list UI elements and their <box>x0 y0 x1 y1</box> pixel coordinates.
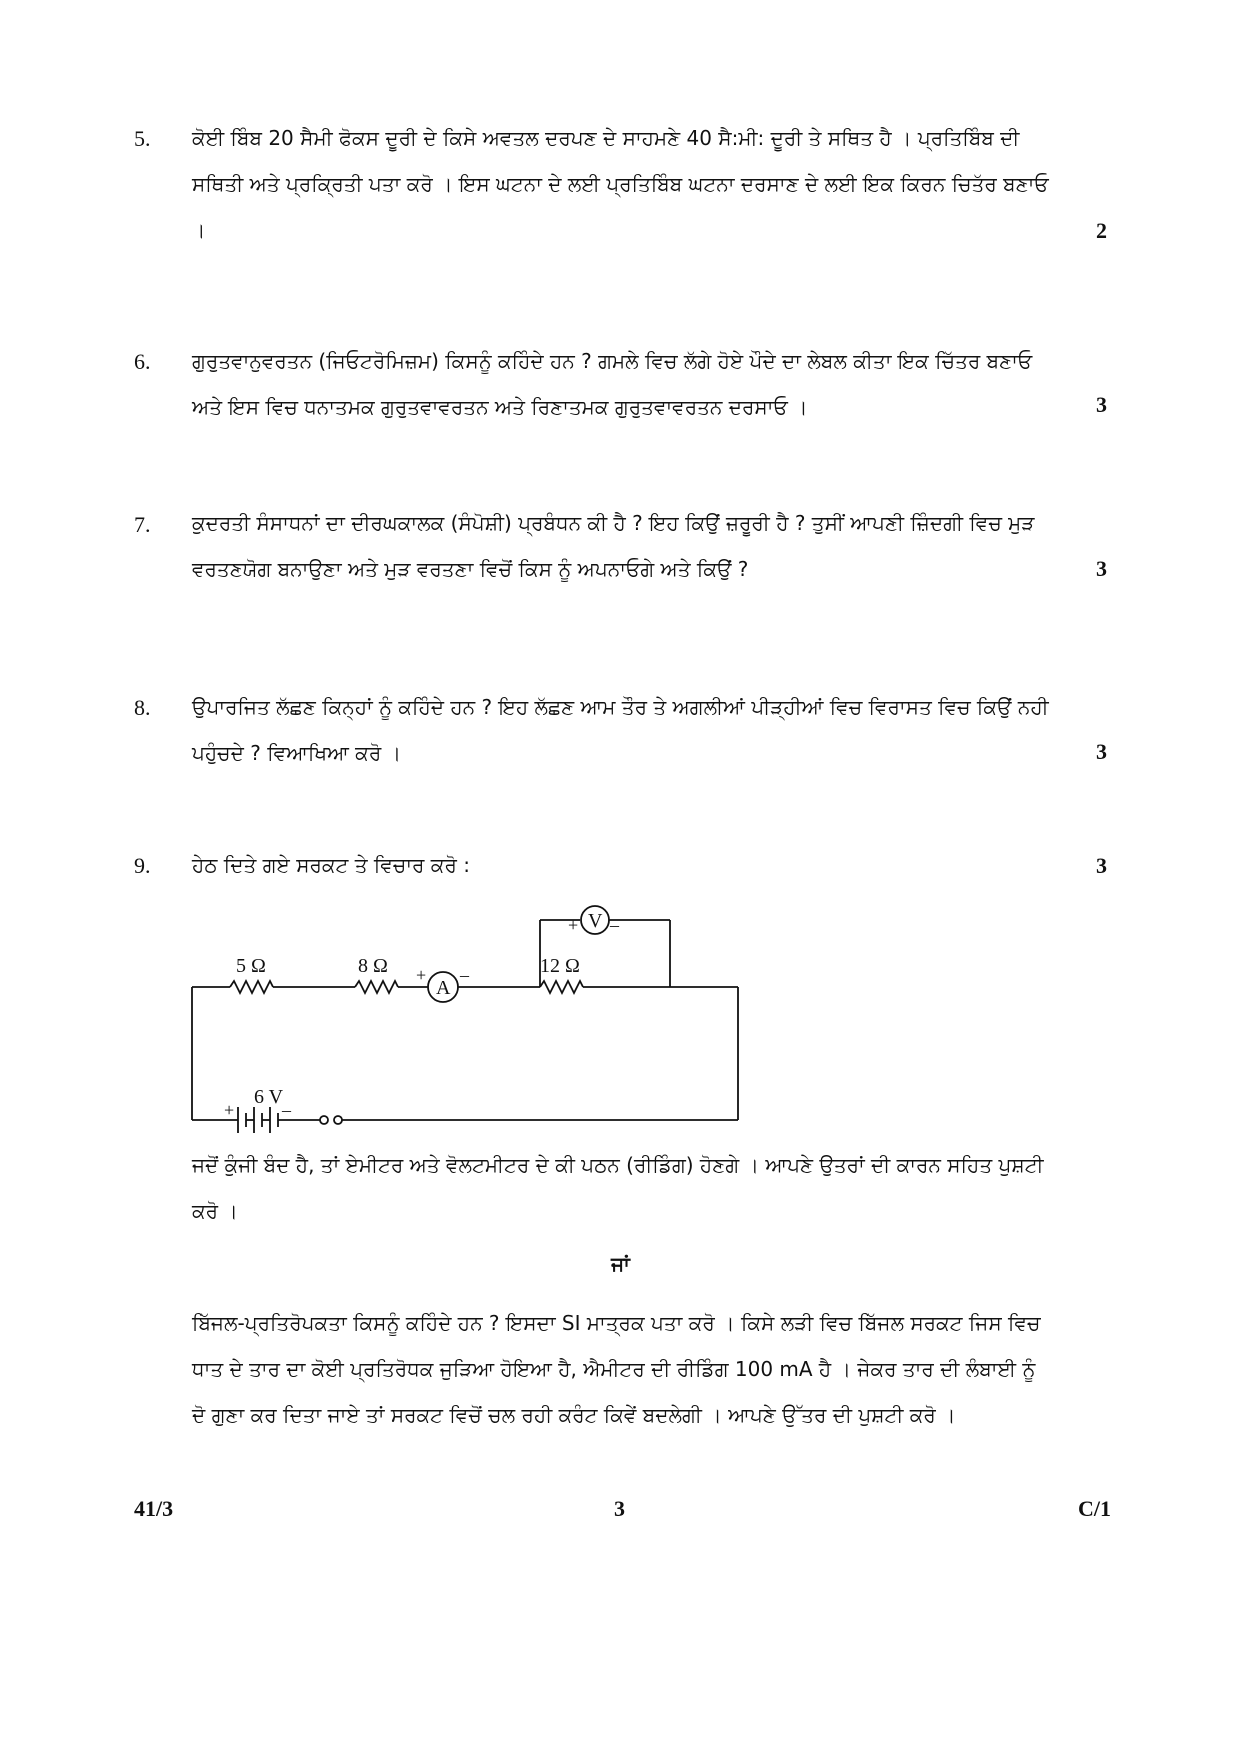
resistor-12-ohm <box>540 981 583 993</box>
question-text: ਉਪਾਰਜਿਤ ਲੱਛਣ ਕਿਨ੍ਹਾਂ ਨੂੰ ਕਹਿੰਦੇ ਹਨ ? ਇਹ ਲੱਛਣ ਆਮ ਤੌਰ ਤੇ ਅਗਲੀਆਂ ਪੀੜ੍ਹੀਆਂ ਵਿਚ ਵਿਰਾਸਤ ਵਿਚ ਕਿਉਂ ਨਹੀ ਪਹੁੰਚਦੇ ? ਵਿਆਖਿਆ ਕਰੋ । <box>192 695 1049 765</box>
voltmeter-label: V <box>588 910 603 932</box>
battery <box>238 1107 278 1133</box>
key <box>320 1116 328 1124</box>
question-9-alternative: ਬਿੱਜਲ-ਪ੍ਰਤਿਰੋਪਕਤਾ ਕਿਸਨੂੰ ਕਹਿੰਦੇ ਹਨ ? ਇਸਦਾ SI ਮਾਤ੍ਰਕ ਪਤਾ ਕਰੋ । ਕਿਸੇ ਲੜੀ ਵਿਚ ਬਿੱਜਲ ਸਰਕਟ ਜਿਸ ਵਿਚ ਧਾਤ ਦੇ ਤਾਰ ਦਾ ਕੋਈ ਪ੍ਰਤਿਰੋਧਕ ਜੁੜਿਆ ਹੋਇਆ ਹੈ, ਐਮੀਟਰ ਦੀ ਰੀਡਿੰਗ 100 mA ਹੈ । ਜੇਕਰ ਤਾਰ ਦੀ ਲੰਬਾਈ ਨੂੰ ਦੋ ਗੁਣਾ ਕਰ ਦਿਤਾ ਜਾਏ ਤਾਂ ਸਰਕਟ ਵਿਚੋਂ ਚਲ ਰਹੀ ਕਰੰਟ ਕਿਵੇਂ ਬਦਲੇਗੀ । ਆਪਣੇ ਉੱਤਰ ਦੀ ਪੁਸ਼ਟੀ ਕਰੋ । <box>192 1311 1041 1427</box>
question-number: 8. <box>134 695 151 720</box>
ammeter-minus: – <box>460 965 469 985</box>
battery-minus: – <box>282 1100 291 1120</box>
question-text: ਕੋਈ ਬਿੰਬ 20 ਸੈਮੀ ਫੋਕਸ ਦੂਰੀ ਦੇ ਕਿਸੇ ਅਵਤਲ ਦਰਪਣ ਦੇ ਸਾਹਮਣੇ 40 ਸੈ:ਮੀ: ਦੂਰੀ ਤੇ ਸਥਿਤ ਹੈ । ਪ੍ਰਤਿਬਿੰਬ ਦੀ ਸਥਿਤੀ ਅਤੇ ਪ੍ਰਕ੍ਰਿਤੀ ਪਤਾ ਕਰੋ । ਇਸ ਘਟਨਾ ਦੇ ਲਈ ਪ੍ਰਤਿਬਿੰਬ ਘਟਨਾ ਦਰਸਾਣ ਦੇ ਲਈ ਇਕ ਕਿਰਨ ਚਿਤੱਰ ਬਣਾਓ । <box>192 126 1049 242</box>
question-number: 7. <box>134 512 151 537</box>
ammeter-label: A <box>436 977 451 999</box>
set-code: C/1 <box>1078 1496 1111 1521</box>
question-9-followup: ਜਦੋਂ ਕੁੰਜੀ ਬੰਦ ਹੈ, ਤਾਂ ਏਮੀਟਰ ਅਤੇ ਵੋਲਟਮੀਟਰ ਦੇ ਕੀ ਪਠਨ (ਰੀਡਿੰਗ) ਹੋਣਗੇ । ਆਪਣੇ ਉਤਰਾਂ ਦੀ ਕਾਰਨ ਸਹਿਤ ਪੁਸ਼ਟੀ ਕਰੋ । <box>192 1153 1044 1223</box>
question-text: ਕੁਦਰਤੀ ਸੰਸਾਧਨਾਂ ਦਾ ਦੀਰਘਕਾਲਕ (ਸੰਪੋਸ਼ੀ) ਪ੍ਰਬੰਧਨ ਕੀ ਹੈ ? ਇਹ ਕਿਉਂ ਜ਼ਰੂਰੀ ਹੈ ? ਤੁਸੀਂ ਆਪਣੀ ਜ਼ਿੰਦਗੀ ਵਿਚ ਮੁੜ ਵਰਤਣਯੋਗ ਬਨਾਉਣਾ ਅਤੇ ਮੁੜ ਵਰਤਣਾ ਵਿਚੋਂ ਕਿਸ ਨੂੰ ਅਪਨਾਓਗੇ ਅਤੇ ਕਿਉਂ ? <box>192 511 1035 581</box>
marks: 2 <box>1096 218 1107 243</box>
voltmeter-minus: – <box>610 915 619 935</box>
question-text: ਗੁਰੁਤਵਾਨੁਵਰਤਨ (ਜਿਓਟਰੋਮਿਜ਼ਮ) ਕਿਸਨੂੰ ਕਹਿੰਦੇ ਹਨ ? ਗਮਲੇ ਵਿਚ ਲੱਗੇ ਹੋਏ ਪੌਦੇ ਦਾ ਲੇਬਲ ਕੀਤਾ ਇਕ ਚਿੱਤਰ ਬਣਾਓ ਅਤੇ ਇਸ ਵਿਚ ਧਨਾਤਮਕ ਗੁਰੁਤਵਾਵਰਤਨ ਅਤੇ ਰਿਣਾਤਮਕ ਗੁਰੁਤਵਾਵਰਤਨ ਦਰਸਾਓ । <box>192 349 1033 419</box>
marks: 3 <box>1096 392 1107 417</box>
marks: 3 <box>1096 739 1107 764</box>
circuit-diagram <box>190 905 740 1140</box>
paper-code: 41/3 <box>134 1496 174 1521</box>
question-number: 6. <box>134 349 151 374</box>
marks: 3 <box>1096 853 1107 878</box>
voltmeter-plus: + <box>568 915 579 935</box>
battery-plus: + <box>224 1100 235 1120</box>
resistor-5-label: 5 Ω <box>236 955 266 977</box>
marks: 3 <box>1096 556 1107 581</box>
question-number: 5. <box>134 126 151 151</box>
ammeter-plus: + <box>416 965 427 985</box>
page-number: 3 <box>614 1496 625 1521</box>
resistor-5-ohm <box>230 981 273 993</box>
question-text: ਹੇਠ ਦਿਤੇ ਗਏ ਸਰਕਟ ਤੇ ਵਿਚਾਰ ਕਰੋ : <box>192 853 470 877</box>
battery-label: 6 V <box>254 1086 284 1108</box>
or-separator: ਜਾਂ <box>611 1252 630 1276</box>
resistor-8-label: 8 Ω <box>358 955 388 977</box>
question-number: 9. <box>134 853 151 878</box>
resistor-12-label: 12 Ω <box>540 955 580 977</box>
resistor-8-ohm <box>355 981 398 993</box>
